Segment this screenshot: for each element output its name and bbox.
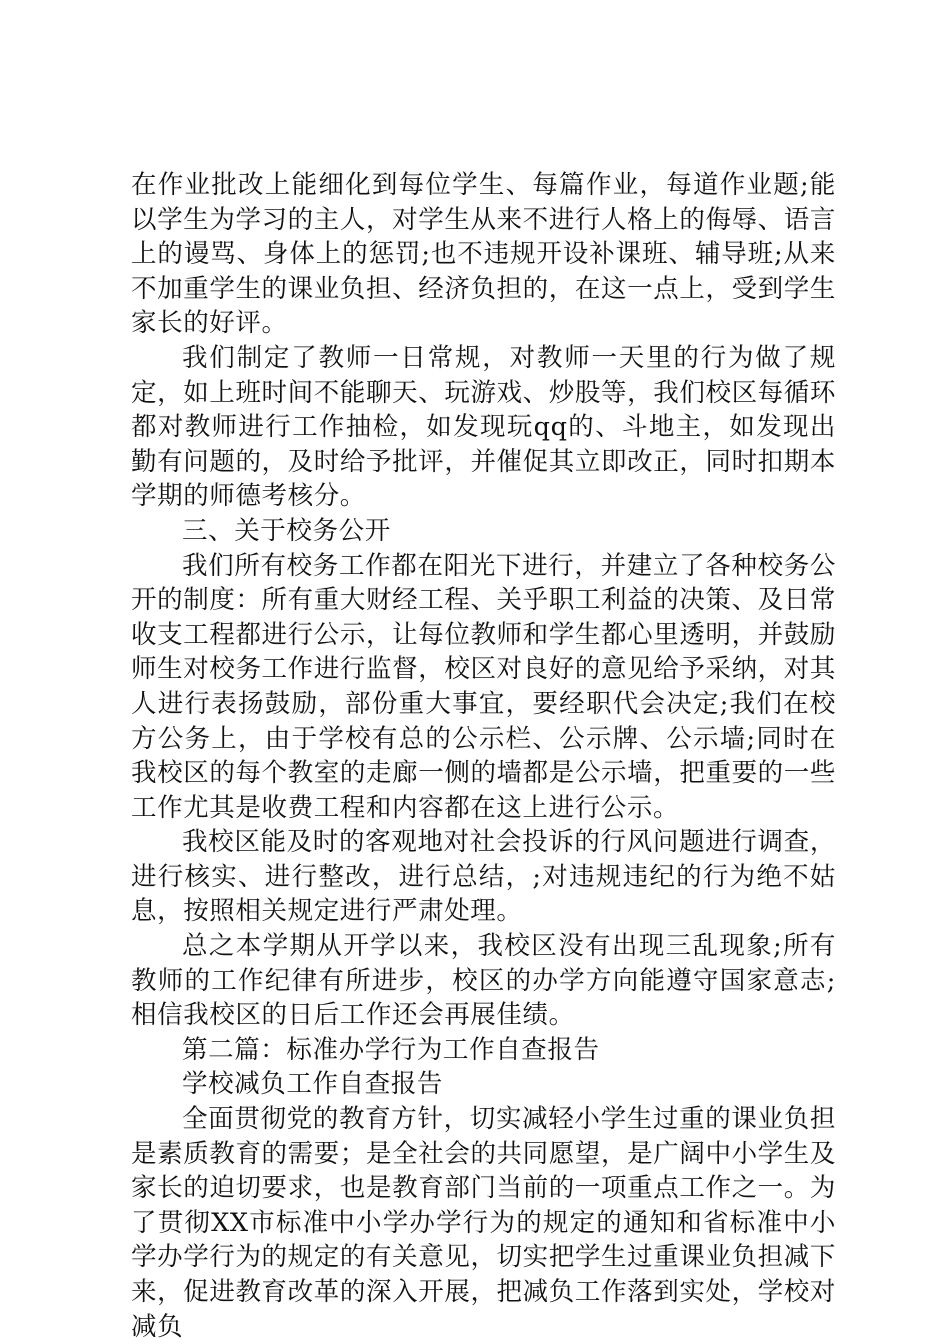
paragraph-burden-reduction: 全面贯彻党的教育方针，切实减轻小学生过重的课业负担是素质教育的需要；是全社会的共同愿望，是广阔中小学生及家长的迫切要求，也是教育部门当前的一项重点工作之一。为了贯彻XX市标准中小学办学行为的规定的通知和省标准中小学办学行为的规定的有关意见，切实把学生过重课业负担减下来，促进教育改革的深入开展，把减负工作落到实处，学校对减负 <box>131 1104 836 1342</box>
paragraph-complaints: 我校区能及时的客观地对社会投诉的行风问题进行调查，进行核实、进行整改，进行总结，;对违规违纪的行为绝不姑息，按照相关规定进行严肃处理。 <box>131 827 836 927</box>
paragraph-transparency: 我们所有校务工作都在阳光下进行，并建立了各种校务公开的制度：所有重大财经工程、关乎职工利益的决策、及日常收支工程都进行公示，让每位教师和学生都心里透明，并鼓励师生对校务工作进行监督，校区对良好的意见给予采纳，对其人进行表扬鼓励，部份重大事宜，要经职代会决定;我们在校方公务上，由于学校有总的公示栏、公示牌、公示墙;同时在我校区的每个教室的走廊一侧的墙都是公示墙，把重要的一些工作尤其是收费工程和内容都在这上进行公示。 <box>131 550 836 823</box>
document-body <box>131 168 836 1344</box>
paragraph-daily-routine: 我们制定了教师一日常规，对教师一天里的行为做了规定，如上班时间不能聊天、玩游戏、炒股等，我们校区每循环都对教师进行工作抽检，如发现玩qq的、斗地主，如发现出勤有问题的，及时给予批评，并催促其立即改正，同时扣期本学期的师德考核分。 <box>131 342 836 512</box>
paragraph-summary: 总之本学期从开学以来，我校区没有出现三乱现象;所有教师的工作纪律有所进步，校区的办学方向能遵守国家意志;相信我校区的日后工作还会再展佳绩。 <box>131 931 836 1031</box>
section-heading-school-affairs: 三、关于校务公开 <box>182 515 391 546</box>
report-title: 学校减负工作自查报告 <box>182 1069 444 1100</box>
paragraph-grading: 在作业批改上能细化到每位学生、每篇作业，每道作业题;能以学生为学习的主人，对学生从来不进行人格上的侮辱、语言上的谩骂、身体上的惩罚;也不违规开设补课班、辅导班;从来不加重学生的课业负担、经济负担的，在这一点上，受到学生家长的好评。 <box>131 170 836 339</box>
chapter-heading-second: 第二篇：标准办学行为工作自查报告 <box>182 1034 600 1065</box>
